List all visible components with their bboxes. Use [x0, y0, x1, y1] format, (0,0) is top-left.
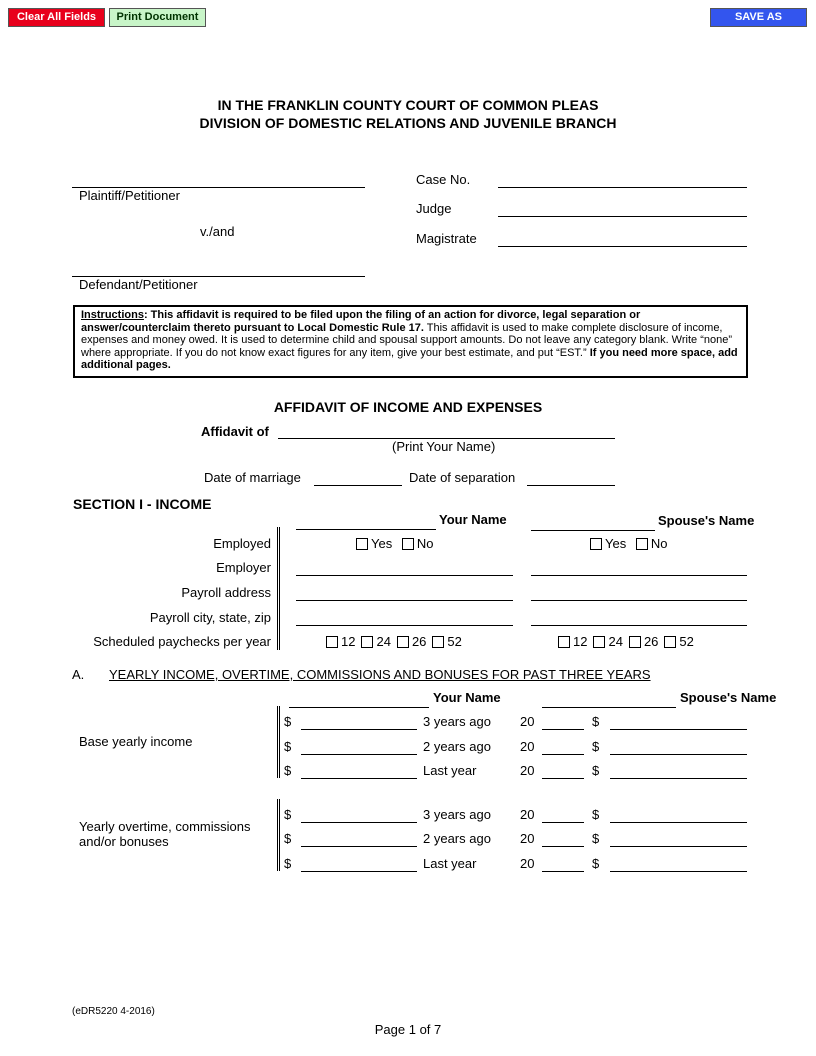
your-employed-options: Yes No: [356, 536, 439, 551]
spouse-employer-field[interactable]: [531, 575, 747, 576]
century-label: 20: [520, 714, 535, 729]
base-year-3yr-field[interactable]: [542, 729, 584, 730]
paychecks-label: Scheduled paychecks per year: [93, 634, 271, 649]
your-pay-24-checkbox[interactable]: [361, 636, 373, 648]
print-name-hint: (Print Your Name): [392, 439, 496, 454]
century-label: 20: [520, 831, 535, 846]
dollar-sign: $: [592, 714, 600, 729]
a-your-name-header-line: [289, 707, 429, 708]
dollar-sign: $: [592, 763, 600, 778]
period-label: 3 years ago: [423, 807, 491, 822]
payroll-address-label: Payroll address: [181, 585, 271, 600]
instructions-title: Instructions: [81, 309, 144, 321]
magistrate-label: Magistrate: [416, 231, 477, 246]
date-separation-field[interactable]: [527, 485, 615, 486]
ot-year-2yr-field[interactable]: [542, 846, 584, 847]
case-no-label: Case No.: [416, 172, 471, 187]
plaintiff-label: Plaintiff/Petitioner: [79, 188, 180, 203]
dollar-sign: $: [592, 856, 600, 871]
dollar-sign: $: [592, 807, 600, 822]
affidavit-of-label: Affidavit of: [201, 424, 269, 439]
century-label: 20: [520, 739, 535, 754]
versus-label: v./and: [200, 224, 235, 239]
dollar-sign: $: [284, 739, 292, 754]
section-a-title: YEARLY INCOME, OVERTIME, COMMISSIONS AND BONUSES FOR PAST THREE YEARS: [109, 667, 651, 682]
period-label: 2 years ago: [423, 831, 491, 846]
spouse-name-header-line: [531, 530, 655, 531]
period-label: 2 years ago: [423, 739, 491, 754]
your-name-header-line: [296, 529, 436, 530]
dollar-sign: $: [592, 831, 600, 846]
overtime-divider: [277, 799, 280, 871]
base-income-label: Base yearly income: [79, 734, 193, 749]
dollar-sign: $: [284, 807, 292, 822]
instructions-box: [73, 305, 748, 378]
dollar-sign: $: [284, 856, 292, 871]
your-payroll-city-field[interactable]: [296, 625, 513, 626]
dollar-sign: $: [284, 714, 292, 729]
a-spouse-name-header-line: [542, 707, 676, 708]
court-header-line1: IN THE FRANKLIN COUNTY COURT OF COMMON PLEAS: [217, 97, 599, 113]
defendant-label: Defendant/Petitioner: [79, 277, 198, 292]
your-payroll-address-field[interactable]: [296, 600, 513, 601]
spouse-pay-12-checkbox[interactable]: [558, 636, 570, 648]
base-your-2yr-field[interactable]: [301, 754, 417, 755]
ot-your-last-field[interactable]: [301, 871, 417, 872]
date-marriage-field[interactable]: [314, 485, 402, 486]
judge-label: Judge: [416, 201, 452, 216]
section1-title: SECTION I - INCOME: [73, 496, 212, 512]
century-label: 20: [520, 807, 535, 822]
dollar-sign: $: [284, 831, 292, 846]
dollar-sign: $: [592, 739, 600, 754]
base-spouse-3yr-field[interactable]: [610, 729, 747, 730]
your-employer-field[interactable]: [296, 575, 513, 576]
ot-your-3yr-field[interactable]: [301, 822, 417, 823]
your-pay-26-checkbox[interactable]: [397, 636, 409, 648]
magistrate-field[interactable]: [498, 246, 747, 247]
affidavit-title: AFFIDAVIT OF INCOME AND EXPENSES: [273, 399, 543, 415]
section-a-letter: A.: [72, 667, 85, 682]
your-pay-12-checkbox[interactable]: [326, 636, 338, 648]
spouse-name-header: Spouse's Name: [658, 513, 755, 528]
ot-spouse-last-field[interactable]: [610, 871, 747, 872]
date-separation-label: Date of separation: [409, 470, 516, 485]
base-your-last-field[interactable]: [301, 778, 417, 779]
spouse-payroll-city-field[interactable]: [531, 625, 747, 626]
instructions-bold-end: If you need more space, add additional pages.: [81, 346, 738, 371]
period-label: 3 years ago: [423, 714, 491, 729]
section1-divider: [277, 527, 280, 650]
a-your-name-header: Your Name: [433, 690, 501, 705]
spouse-pay-24-checkbox[interactable]: [593, 636, 605, 648]
a-spouse-name-header: Spouse's Name: [680, 690, 777, 705]
save-as-button[interactable]: SAVE AS: [710, 8, 807, 27]
century-label: 20: [520, 856, 535, 871]
period-label: Last year: [423, 763, 477, 778]
century-label: 20: [520, 763, 535, 778]
spouse-employed-options: Yes No: [590, 536, 673, 551]
date-marriage-label: Date of marriage: [204, 470, 301, 485]
your-employed-yes-checkbox[interactable]: [356, 538, 368, 550]
base-spouse-last-field[interactable]: [610, 778, 747, 779]
payroll-city-label: Payroll city, state, zip: [149, 610, 271, 625]
base-year-last-field[interactable]: [542, 778, 584, 779]
spouse-pay-26-checkbox[interactable]: [629, 636, 641, 648]
ot-spouse-3yr-field[interactable]: [610, 822, 747, 823]
ot-spouse-2yr-field[interactable]: [610, 846, 747, 847]
spouse-payroll-address-field[interactable]: [531, 600, 747, 601]
spouse-pay-52-checkbox[interactable]: [664, 636, 676, 648]
ot-year-3yr-field[interactable]: [542, 822, 584, 823]
judge-field[interactable]: [498, 216, 747, 217]
employed-label: Employed: [213, 536, 271, 551]
base-your-3yr-field[interactable]: [301, 729, 417, 730]
base-income-divider: [277, 706, 280, 778]
spouse-employed-no-checkbox[interactable]: [636, 538, 648, 550]
dollar-sign: $: [284, 763, 292, 778]
overtime-label-2: and/or bonuses: [79, 834, 169, 849]
page-number: Page 1 of 7: [374, 1022, 442, 1037]
overtime-label-1: Yearly overtime, commissions: [79, 819, 251, 834]
base-year-2yr-field[interactable]: [542, 754, 584, 755]
case-no-field[interactable]: [498, 187, 747, 188]
base-spouse-2yr-field[interactable]: [610, 754, 747, 755]
print-document-button[interactable]: Print Document: [109, 8, 206, 27]
spouse-paychecks-options: 12 24 26 52: [558, 634, 700, 649]
ot-your-2yr-field[interactable]: [301, 846, 417, 847]
your-employed-no-checkbox[interactable]: [402, 538, 414, 550]
court-header-line2: DIVISION OF DOMESTIC RELATIONS AND JUVENILE BRANCH: [199, 115, 617, 131]
ot-year-last-field[interactable]: [542, 871, 584, 872]
spouse-employed-yes-checkbox[interactable]: [590, 538, 602, 550]
period-label: Last year: [423, 856, 477, 871]
employer-label: Employer: [216, 560, 271, 575]
instructions-bold-text: : This affidavit is required to be filed upon the filing of an action for divorce, legal separation or answer/counterclaim thereto pursuant to Local Domestic Rule 17.: [81, 309, 641, 334]
clear-all-fields-button[interactable]: Clear All Fields: [8, 8, 105, 27]
your-pay-52-checkbox[interactable]: [432, 636, 444, 648]
form-id: (eDR5220 4-2016): [72, 1006, 155, 1017]
instructions-text: This affidavit is used to make complete disclosure of income, expenses and money owed. It is used to determine child and spousal support amounts. Do not leave any category blank. Write “none” where appropriate. If you do not know exact figures for any item, give your best estimate, and put “EST.”: [81, 321, 733, 359]
your-name-header: Your Name: [439, 512, 507, 527]
your-paychecks-options: 12 24 26 52: [326, 634, 468, 649]
